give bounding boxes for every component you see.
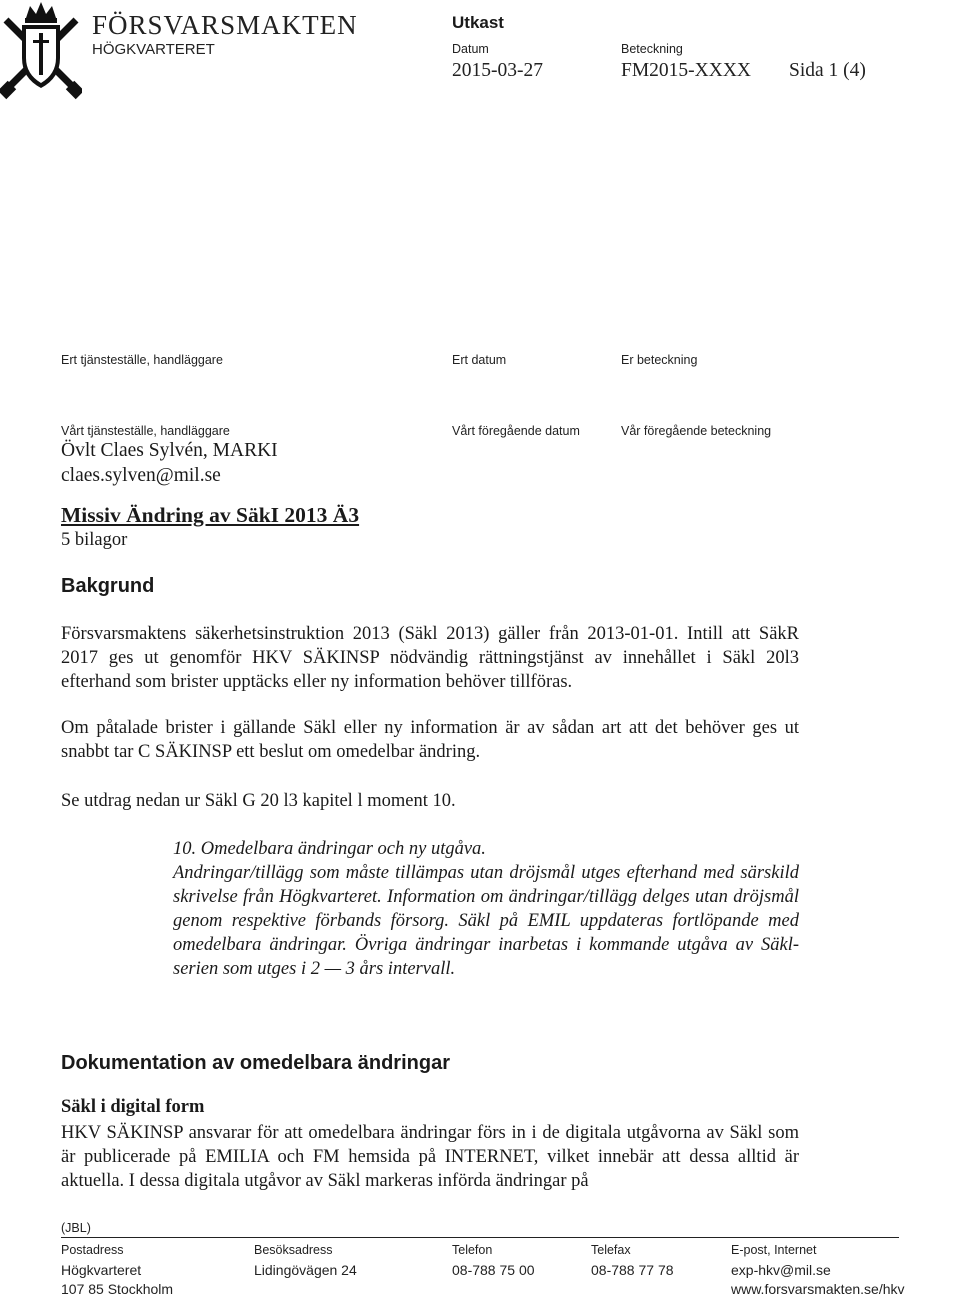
our-office-label: Vårt tjänsteställe, handläggare bbox=[61, 424, 230, 438]
footer-email-link[interactable]: exp-hkv@mil.se bbox=[731, 1262, 831, 1278]
footer-label-fax: Telefax bbox=[591, 1243, 631, 1257]
date-label: Datum bbox=[452, 42, 489, 56]
quoted-excerpt bbox=[173, 837, 799, 981]
our-previous-date-label: Vårt föregående datum bbox=[452, 424, 580, 438]
footer-label-visiting: Besöksadress bbox=[254, 1243, 333, 1257]
org-name: FÖRSVARSMAKTEN bbox=[92, 10, 358, 40]
reference-value: FM2015-XXXX bbox=[621, 60, 752, 81]
paragraph-2-text: Om påtalade brister i gällande Säkl eller ny information är av sådan art att det behöver ges ut snabbt tar C SÄKINSP ett beslut om omedelbar ändring. bbox=[61, 718, 799, 762]
footer-phone: 08-788 75 00 bbox=[452, 1262, 535, 1278]
your-reference-label: Er beteckning bbox=[621, 353, 698, 367]
section-heading-background: Bakgrund bbox=[61, 575, 155, 597]
org-subtitle: HÖGKVARTERET bbox=[92, 41, 215, 58]
draft-status: Utkast bbox=[452, 13, 504, 32]
quote-heading: 10. Omedelbara ändringar och ny utgåva. bbox=[173, 839, 486, 859]
footer-visiting-address: Lidingövägen 24 bbox=[254, 1262, 357, 1278]
our-previous-reference-label: Vår föregående beteckning bbox=[621, 424, 772, 438]
author-initials: (JBL) bbox=[61, 1221, 91, 1235]
section-heading-documentation: Dokumentation av omedelbara ändringar bbox=[61, 1052, 450, 1074]
paragraph-1-text: Försvarsmaktens säkerhetsinstruktion 2013 (Säkl 2013) gäller från 2013-01-01. Intill att SäkR 2017 ges ut genomför HKV SÄKINSP nödvändig rättningstjänst av innehållet i Säkl 20l3 efterhand som brister upptäcks eller ny information behöver tillföras. bbox=[61, 624, 799, 692]
footer-label-postal: Postadress bbox=[61, 1243, 124, 1257]
footer-label-phone: Telefon bbox=[452, 1243, 493, 1257]
reference-label: Beteckning bbox=[621, 42, 683, 56]
attachments-count: 5 bilagor bbox=[61, 530, 128, 550]
coat-of-arms-logo bbox=[0, 0, 82, 100]
handler-email: claes.sylven@mil.se bbox=[61, 465, 221, 486]
your-office-label: Ert tjänsteställe, handläggare bbox=[61, 353, 223, 367]
document-title: Missiv Ändring av SäkI 2013 Ä3 bbox=[61, 503, 360, 527]
date-value: 2015-03-27 bbox=[452, 60, 543, 81]
subheading-digital-form: Säkl i digital form bbox=[61, 1097, 205, 1117]
footer-label-email: E-post, Internet bbox=[731, 1243, 817, 1257]
your-date-label: Ert datum bbox=[452, 353, 507, 367]
footer-divider bbox=[61, 1237, 899, 1238]
footer-website-link[interactable]: www.forsvarsmakten.se/hkv bbox=[731, 1281, 905, 1297]
handler-name: Övlt Claes Sylvén, MARKI bbox=[61, 440, 278, 461]
paragraph-3-text: Se utdrag nedan ur Säkl G 20 l3 kapitel l moment 10. bbox=[61, 791, 456, 811]
footer-postal-address: Högkvarteret bbox=[61, 1262, 142, 1278]
paragraph-4-text: HKV SÄKINSP ansvarar för att omedelbara ändringar förs in i de digitala utgåvorna av Säkl som är publicerade på EMILIA och FM hemsida på INTERNET, vilket innebär att dessa alltid är aktuella. I dessa digitala utgåvor av Säkl markeras införda ändringar på bbox=[61, 1123, 799, 1191]
paragraph-1 bbox=[61, 622, 799, 694]
footer-fax: 08-788 77 78 bbox=[591, 1262, 674, 1278]
quote-body: Andringar/tillägg som måste tillämpas utan dröjsmål utges efterhand med särskild skrivelse från Högkvarteret. Information om ändringar/tillägg delges utan dröjsmål genom respektive förbands försorg. Säkl på EMIL uppdateras fortlöpande med omedelbara ändringar. Övriga ändringar inarbetas i kommande utgåva av Säkl-serien som utges i 2 — 3 års intervall. bbox=[173, 863, 799, 979]
page-number: Sida 1 (4) bbox=[789, 60, 866, 81]
paragraph-4 bbox=[61, 1121, 799, 1193]
paragraph-2 bbox=[61, 716, 799, 764]
footer-postal-city: 107 85 Stockholm bbox=[61, 1281, 174, 1297]
paragraph-3 bbox=[61, 789, 799, 813]
